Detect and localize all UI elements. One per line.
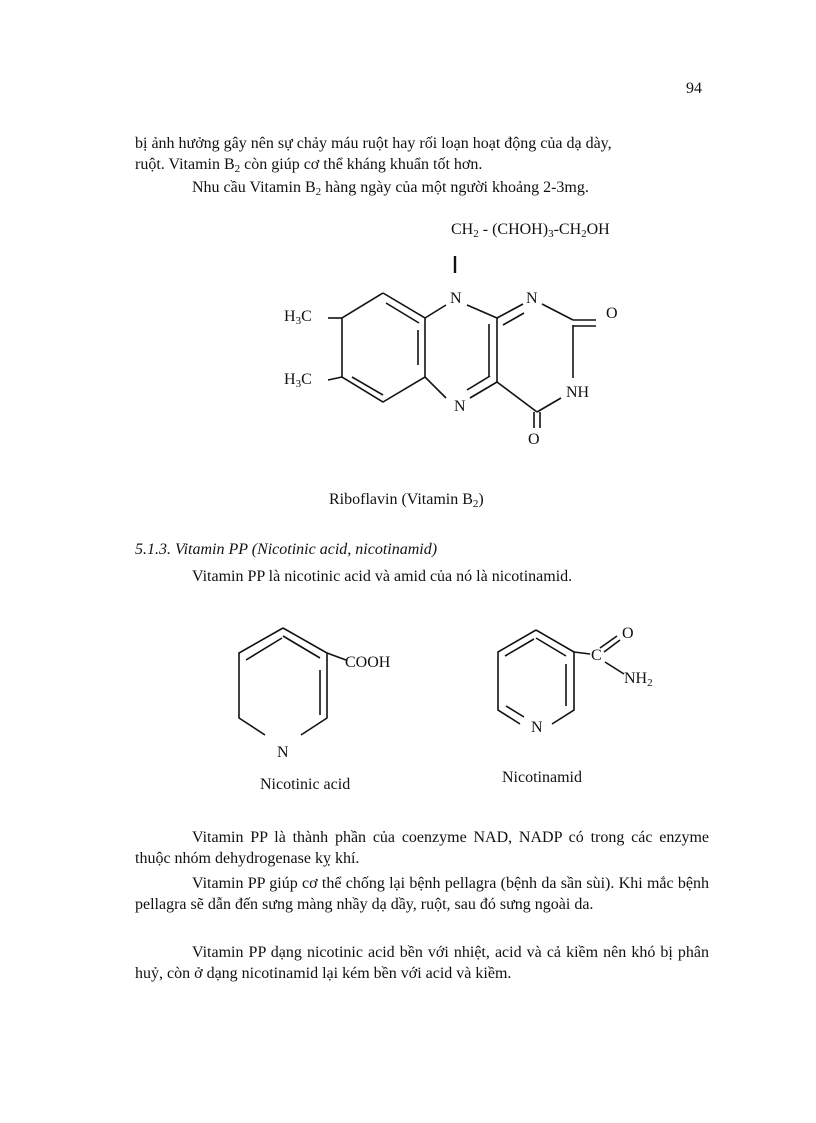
paragraph-3: Vitamin PP là thành phần của coenzyme NAD, NADP có trong các enzyme thuộc nhóm dehydrogenase kỵ khí. [135,829,709,867]
paragraph-1-line-2-start: ruột. Vitamin B [135,156,235,173]
paragraph-4: Vitamin PP giúp cơ thể chống lại bệnh pellagra (bệnh da sần sùi). Khi mắc bệnh pellagra sẽ dẫn đến sưng màng nhầy dạ dầy, ruột, sau đó sưng ngoài da. [135,875,709,913]
nicotinamid-nh2 [624,670,653,688]
page-number: 94 [686,80,702,97]
nicotinamid-c: C [591,647,602,664]
subscript: 2 [473,228,479,240]
subscript: 2 [647,677,653,689]
riboflavin-o-right: O [606,305,618,322]
riboflavin-n-top-right: N [526,290,538,307]
atom-label: C [301,371,312,388]
paragraph-2-start: Nhu cầu Vitamin B [192,179,316,196]
paragraph-1-line-1: bị ảnh hưởng gây nên sự chảy máu ruột hay rối loạn hoạt động của dạ dày, [135,135,612,152]
nicotinamid-n: N [531,719,543,736]
subscript: 3 [548,228,554,240]
subscript: 3 [295,315,302,327]
riboflavin-n-top: N [450,290,462,307]
vitamin-pp-intro: Vitamin PP là nicotinic acid và amid của nó là nicotinamid. [192,568,573,585]
side-chain-text: - (CHOH) [478,221,549,238]
atom-label: H [284,308,296,325]
atom-label: NH [624,670,648,687]
riboflavin-n-bottom: N [454,398,466,415]
caption-text: Riboflavin (Vitamin B [329,491,473,508]
atom-label: C [301,308,312,325]
subscript: 2 [472,498,479,510]
paragraph-2-end: hàng ngày của một người khoảng 2-3mg. [321,179,589,196]
atom-label: H [284,371,296,388]
side-chain-text: OH [586,221,610,238]
subscript: 2 [234,163,241,175]
subscript: 2 [315,186,322,198]
side-chain-text: CH [451,221,474,238]
subscript: 2 [581,228,587,240]
subscript: 3 [295,378,302,390]
nicotinic-acid-n: N [277,744,289,761]
paragraph-5: Vitamin PP dạng nicotinic acid bền với nhiệt, acid và cả kiềm nên khó bị phân huỷ, còn ở dạng nicotinamid lại kém bền với acid và kiềm. [135,944,709,982]
paragraph-1-line-2-end: còn giúp cơ thể kháng khuẩn tốt hơn. [240,156,483,173]
riboflavin-o-bottom: O [528,431,540,448]
nicotinamid-caption: Nicotinamid [502,769,582,786]
side-chain-text: -CH [553,221,582,238]
caption-text: ) [478,491,484,508]
nicotinic-acid-caption: Nicotinic acid [260,776,351,793]
riboflavin-nh: NH [566,384,590,401]
nicotinic-acid-cooh: COOH [345,654,391,671]
section-heading: 5.1.3. Vitamin PP (Nicotinic acid, nicotinamid) [135,541,438,558]
nicotinamid-o: O [622,625,634,642]
